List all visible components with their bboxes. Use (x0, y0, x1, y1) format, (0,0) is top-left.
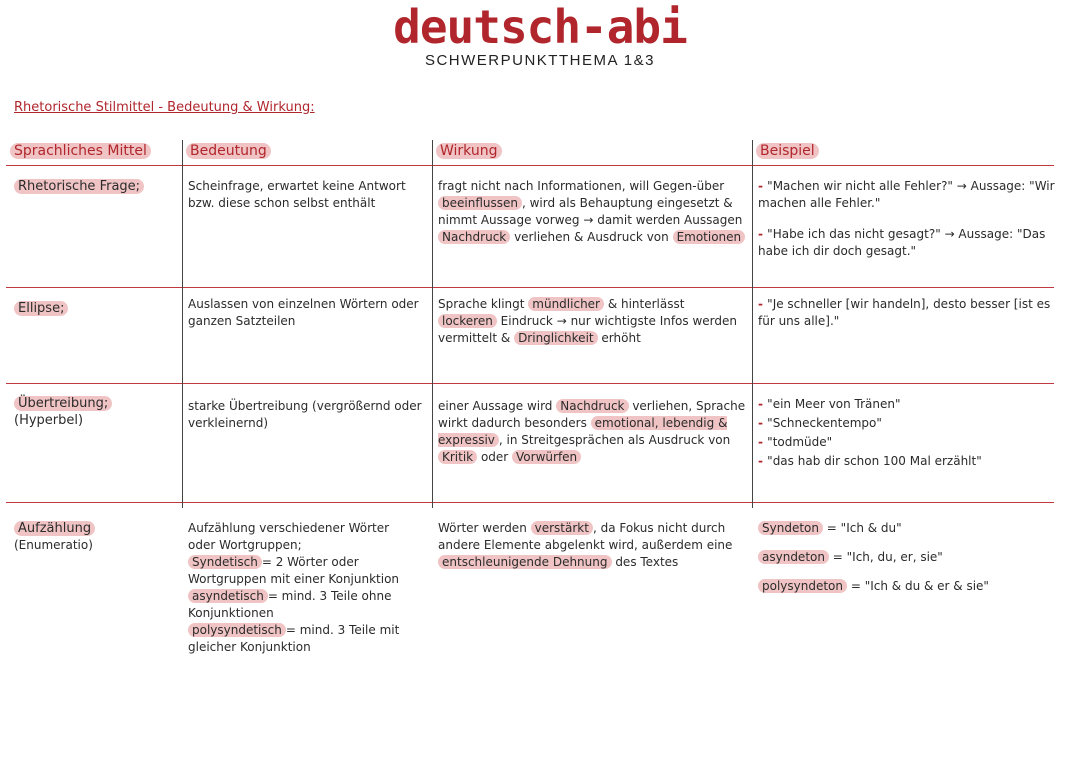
example-label: asyndeton (758, 550, 829, 564)
example-text: "Je schneller [wir handeln], desto besser [ist es für uns alle]." (758, 297, 1051, 328)
highlighted-term: Syndetisch (188, 555, 262, 569)
term-aufzaehlung: Aufzählung (Enumeratio) (14, 520, 95, 554)
bedeutung-cell: Scheinfrage, erwartet keine Antwort bzw. diese schon selbst enthält (188, 179, 406, 210)
text-fragment: über (696, 179, 725, 193)
term-enumeratio: (Enumeratio) (14, 538, 93, 552)
text-fragment: = mind. 3 Teile mit gleicher Konjunktion (188, 623, 400, 654)
highlighted-term: Kritik (438, 450, 477, 464)
text-fragment: Aufzählung verschiedener Wörter oder Wortgruppen; (188, 521, 390, 552)
example-item (758, 549, 1058, 566)
column-divider (182, 140, 183, 508)
text-fragment: Sprache klingt (438, 297, 529, 311)
page-title: deutsch-abi (393, 0, 687, 54)
header-rule (6, 165, 1054, 166)
term-uebertreibung: Übertreibung; (Hyperbel) (14, 395, 112, 429)
highlighted-term: Nachdruck (556, 399, 628, 413)
example-text: = "Ich, du, er, sie" (828, 550, 943, 564)
header-mittel: Sprachliches Mittel (10, 143, 151, 159)
example-item (758, 226, 1058, 260)
example-item (758, 296, 1058, 330)
wirkung-cell (438, 296, 746, 347)
bedeutung-cell: Auslassen von einzelnen Wörtern oder ganzen Satzteilen (188, 297, 419, 328)
text-fragment: oder (477, 450, 513, 464)
example-text: "Schneckentempo" (767, 416, 882, 430)
example-text: "das hab dir schon 100 Mal erzählt" (767, 454, 982, 468)
example-text: "todmüde" (767, 435, 833, 449)
example-item (758, 578, 1058, 595)
row-divider (6, 502, 1054, 503)
highlighted-term: verstärkt (531, 521, 593, 535)
highlighted-term: mündlicher (528, 297, 604, 311)
highlighted-term: Vorwürfen (512, 450, 581, 464)
text-fragment: erhöht (597, 331, 641, 345)
beispiel-cell (758, 296, 1058, 332)
text-fragment: , da Fokus nicht durch andere Elemente abgelenkt wird, außerdem eine (438, 521, 733, 552)
header-beispiel: Beispiel (756, 143, 819, 159)
text-fragment: einer Aussage wird (438, 399, 557, 413)
header-bedeutung: Bedeutung (186, 143, 271, 159)
highlighted-term: Emotionen (673, 230, 746, 244)
text-fragment: fragt nicht nach Informationen, will Gegen- (438, 179, 697, 193)
bullet-dash: - (758, 435, 768, 449)
bedeutung-cell (188, 520, 414, 656)
bedeutung-line (188, 554, 414, 588)
text-fragment: = 2 Wörter oder Wortgruppen mit einer Konjunktion (188, 555, 400, 586)
bedeutung-cell: starke Übertreibung (vergrößernd oder verkleinernd) (188, 399, 422, 430)
term-hyperbel: (Hyperbel) (14, 413, 84, 428)
beispiel-cell (758, 178, 1058, 262)
bullet-dash: - (758, 179, 768, 193)
page-subtitle: SCHWERPUNKTTHEMA 1&3 (424, 52, 656, 69)
highlighted-term: lockeren (438, 314, 497, 328)
wirkung-cell (438, 520, 738, 571)
example-text: "ein Meer von Tränen" (767, 397, 901, 411)
beispiel-cell (758, 520, 1058, 607)
example-item (758, 434, 1058, 451)
example-text: = "Ich & du & er & sie" (847, 579, 989, 593)
text-fragment: , wird als Behauptung eingesetzt & nimmt Aussage vorweg → damit werden Aussagen (438, 196, 743, 227)
text-fragment: & hinterlässt (604, 297, 685, 311)
example-item (758, 396, 1058, 413)
highlighted-term: polysyndetisch (188, 623, 286, 637)
bullet-dash: - (758, 297, 768, 311)
example-text: "Machen wir nicht alle Fehler?" → Aussage: "Wir machen alle Fehler." (758, 179, 1055, 210)
highlighted-term: beeinflussen (438, 196, 522, 210)
highlighted-term: emotional, lebendig & expressiv (438, 416, 728, 447)
highlighted-term: asyndetisch (188, 589, 268, 603)
term-ellipse: Ellipse; (14, 300, 68, 317)
bullet-dash: - (758, 397, 768, 411)
text-fragment: des Textes (611, 555, 679, 569)
bedeutung-line (188, 520, 414, 554)
example-label: polysyndeton (758, 579, 847, 593)
text-fragment: Wörter werden (438, 521, 531, 535)
bullet-dash: - (758, 416, 768, 430)
highlighted-term: Dringlichkeit (514, 331, 598, 345)
header-wirkung: Wirkung (436, 143, 502, 159)
bullet-dash: - (758, 454, 768, 468)
example-item (758, 178, 1058, 212)
example-label: Syndeton (758, 521, 823, 535)
bedeutung-line (188, 588, 414, 622)
example-item (758, 520, 1058, 537)
wirkung-cell (438, 178, 746, 246)
text-fragment: verliehen & Ausdruck von (510, 230, 673, 244)
text-fragment: Eindruck → nur wichtigste Infos werden vermittelt & (438, 314, 737, 345)
row-divider (6, 287, 1054, 288)
example-item (758, 415, 1058, 432)
bedeutung-line (188, 622, 414, 656)
term-rhetorische-frage: Rhetorische Frage; (14, 178, 144, 195)
text-fragment: verliehen, Sprache wirkt dadurch besonders (438, 399, 746, 430)
column-divider (752, 140, 753, 508)
column-divider (432, 140, 433, 508)
row-divider (6, 383, 1054, 384)
wirkung-cell (438, 398, 746, 466)
example-item (758, 453, 1058, 470)
example-text: "Habe ich das nicht gesagt?" → Aussage: "Das habe ich dir doch gesagt." (758, 227, 1046, 258)
highlighted-term: entschleunigende Dehnung (438, 555, 612, 569)
beispiel-cell (758, 396, 1058, 472)
highlighted-term: Nachdruck (438, 230, 510, 244)
section-heading: Rhetorische Stilmittel - Bedeutung & Wirkung: (14, 100, 315, 115)
bullet-dash: - (758, 227, 768, 241)
example-text: = "Ich & du" (822, 521, 902, 535)
text-fragment: = mind. 3 Teile ohne Konjunktionen (188, 589, 392, 620)
text-fragment: , in Streitgesprächen als Ausdruck von (498, 433, 731, 447)
